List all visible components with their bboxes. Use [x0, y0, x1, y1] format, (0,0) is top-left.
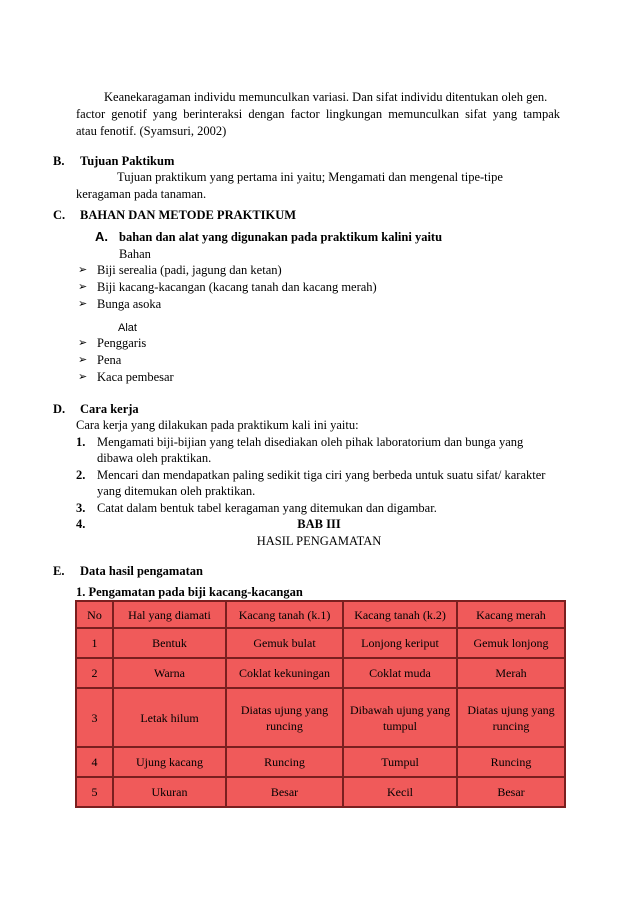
section-c-title: BAHAN DAN METODE PRAKTIKUM — [80, 208, 297, 222]
table-cell: 4 — [76, 747, 113, 777]
table-cell: Kecil — [343, 777, 457, 807]
table-header-cell: No — [76, 601, 113, 628]
intro-line-3: atau fenotif. (Syamsuri, 2002) — [76, 124, 227, 138]
table-cell: Besar — [457, 777, 565, 807]
table-cell: Runcing — [226, 747, 343, 777]
table-header-cell: Kacang tanah (k.2) — [343, 601, 457, 628]
alat-item: Kaca pembesar — [97, 370, 174, 384]
step-number: 4. — [76, 517, 86, 531]
table-cell: Lonjong keriput — [343, 628, 457, 658]
bullet-arrow-icon: ➢ — [78, 280, 88, 293]
alat-item: Penggaris — [97, 336, 147, 350]
section-d-letter: D. — [53, 402, 66, 416]
table-cell: 5 — [76, 777, 113, 807]
table-row — [76, 777, 565, 807]
section-e-sub: 1. Pengamatan pada biji kacang-kacangan — [76, 585, 303, 599]
bahan-label: Bahan — [119, 247, 151, 261]
table-row — [76, 628, 565, 658]
bullet-arrow-icon: ➢ — [78, 336, 88, 349]
table-cell: Coklat muda — [343, 658, 457, 688]
step-line-2: yang ditemukan oleh praktikan. — [97, 484, 256, 498]
section-d-intro: Cara kerja yang dilakukan pada praktikum kali ini yaitu: — [76, 418, 359, 432]
table-header-row — [76, 601, 565, 628]
table-row — [76, 688, 565, 747]
table-row — [76, 747, 565, 777]
section-e-letter: E. — [53, 564, 65, 578]
step-line-1: Catat dalam bentuk tabel keragaman yang ditemukan dan digambar. — [97, 501, 437, 515]
table-cell: Diatas ujung yang runcing — [226, 688, 343, 747]
table-cell: Coklat kekuningan — [226, 658, 343, 688]
observation-table — [75, 600, 566, 808]
intro-line-1: Keanekaragaman individu memunculkan variasi. Dan sifat individu ditentukan oleh gen. — [104, 90, 548, 104]
alat-item: Pena — [97, 353, 122, 367]
alat-label: Alat — [118, 322, 137, 334]
section-b-title: Tujuan Paktikum — [80, 154, 175, 168]
table-cell: Ukuran — [113, 777, 226, 807]
table-cell: 3 — [76, 688, 113, 747]
intro-line-2: factor genotif yang berinteraksi dengan factor lingkungan memunculkan sifat yang tampak — [76, 107, 560, 121]
table-row — [76, 658, 565, 688]
table-cell: Bentuk — [113, 628, 226, 658]
section-b-letter: B. — [53, 154, 65, 168]
step-number: 1. — [76, 435, 86, 449]
section-c-letter: C. — [53, 208, 66, 222]
bullet-arrow-icon: ➢ — [78, 297, 88, 310]
bullet-arrow-icon: ➢ — [78, 353, 88, 366]
section-c-sub-letter: A. — [95, 229, 108, 244]
step-line-2: dibawa oleh praktikan. — [97, 451, 212, 465]
bab-title: HASIL PENGAMATAN — [256, 534, 382, 548]
bahan-item: Bunga asoka — [97, 297, 162, 311]
table-cell: Gemuk lonjong — [457, 628, 565, 658]
table-header-cell: Kacang merah — [457, 601, 565, 628]
table-cell: Gemuk bulat — [226, 628, 343, 658]
table-cell: Letak hilum — [113, 688, 226, 747]
bab-number: BAB III — [297, 517, 341, 531]
bullet-arrow-icon: ➢ — [78, 370, 88, 383]
step-number: 2. — [76, 468, 86, 482]
table-cell: Tumpul — [343, 747, 457, 777]
section-b-line-2: keragaman pada tanaman. — [76, 187, 207, 201]
table-cell: 1 — [76, 628, 113, 658]
bahan-item: Biji serealia (padi, jagung dan ketan) — [97, 263, 282, 277]
table-header-cell: Hal yang diamati — [113, 601, 226, 628]
table-cell: Ujung kacang — [113, 747, 226, 777]
table-cell: 2 — [76, 658, 113, 688]
bahan-item: Biji kacang-kacangan (kacang tanah dan kacang merah) — [97, 280, 377, 294]
section-c-sub-title: bahan dan alat yang digunakan pada praktikum kalini yaitu — [119, 230, 443, 244]
table-cell: Merah — [457, 658, 565, 688]
bullet-arrow-icon: ➢ — [78, 263, 88, 276]
table-cell: Diatas ujung yang runcing — [457, 688, 565, 747]
table-cell: Runcing — [457, 747, 565, 777]
table-cell: Dibawah ujung yang tumpul — [343, 688, 457, 747]
table-header-cell: Kacang tanah (k.1) — [226, 601, 343, 628]
section-e-title: Data hasil pengamatan — [80, 564, 203, 578]
table-cell: Warna — [113, 658, 226, 688]
step-line-1: Mencari dan mendapatkan paling sedikit tiga ciri yang berbeda untuk suatu sifat/ karakter — [97, 468, 546, 482]
section-d-title: Cara kerja — [80, 402, 139, 416]
step-line-1: Mengamati biji-bijian yang telah disediakan oleh pihak laboratorium dan bunga yang — [97, 435, 524, 449]
section-b-line-1: Tujuan praktikum yang pertama ini yaitu; Mengamati dan mengenal tipe-tipe — [117, 170, 503, 184]
step-number: 3. — [76, 501, 86, 515]
table-cell: Besar — [226, 777, 343, 807]
